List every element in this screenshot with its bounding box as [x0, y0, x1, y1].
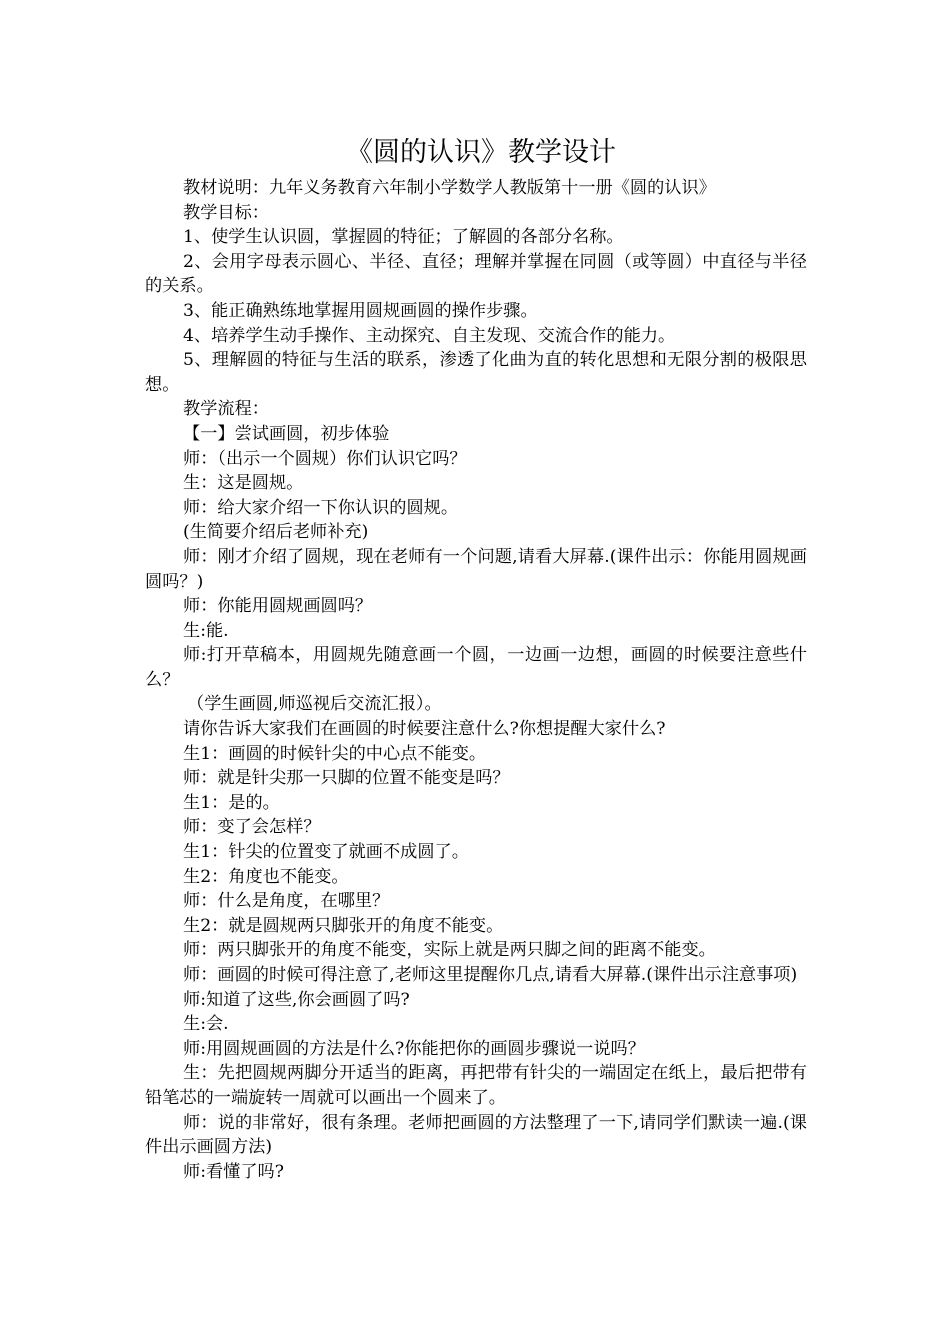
paragraph: 生:会.: [183, 1014, 229, 1035]
paragraph: 师:打开草稿本，用圆规先随意画一个圆，一边画一边想，画圆的时候要注意些什么？: [145, 645, 807, 690]
paragraph: 师：两只脚张开的角度不能变，实际上就是两只脚之间的距离不能变。: [183, 940, 716, 961]
paragraph: 生1：针尖的位置变了就画不成圆了。: [183, 842, 469, 863]
paragraph: 生2：角度也不能变。: [183, 866, 349, 887]
document-page: [145, 138, 807, 1184]
paragraph: 生：先把圆规两脚分开适当的距离，再把带有针尖的一端固定在纸上，最后把带有铅笔芯的一端旋转一周就可以画出一个圆来了。: [145, 1063, 807, 1108]
document-title: 《圆的认识》教学设计: [346, 137, 616, 168]
paragraph: 师：画圆的时候可得注意了,老师这里提醒你几点,请看大屏幕.(课件出示注意事项): [183, 965, 798, 985]
paragraph: 生2：就是圆规两只脚张开的角度不能变。: [183, 915, 504, 936]
paragraph: 师：变了会怎样？: [183, 817, 321, 838]
paragraph: 师：（出示一个圆规）你们认识它吗？: [183, 448, 467, 469]
paragraph: (生简要介绍后老师补充): [183, 522, 369, 543]
paragraph: 生1：是的。: [183, 792, 280, 813]
paragraph: 师:知道了这些,你会画圆了吗?: [183, 989, 410, 1010]
paragraph: 【一】尝试画圆，初步体验: [183, 423, 390, 444]
paragraph: 请你告诉大家我们在画圆的时候要注意什么?你想提醒大家什么?: [183, 719, 666, 740]
paragraph: 5、理解圆的特征与生活的联系，渗透了化曲为直的转化思想和无限分割的极限思想。: [145, 350, 807, 395]
paragraph: 师:用圆规画圆的方法是什么?你能把你的画圆步骤说一说吗？: [183, 1038, 645, 1059]
paragraph: 教学流程：: [183, 399, 269, 420]
paragraph: 生:能.: [183, 620, 229, 641]
paragraph: 师：给大家介绍一下你认识的圆规。: [183, 497, 459, 518]
paragraph: 师：就是针尖那一只脚的位置不能变是吗？: [183, 768, 510, 789]
paragraph: 教学目标：: [183, 202, 269, 223]
paragraph: 师：刚才介绍了圆规，现在老师有一个问题,请看大屏幕.(课件出示：你能用圆规画圆吗？): [145, 546, 807, 592]
paragraph: 师：你能用圆规画圆吗？: [183, 596, 373, 617]
paragraph: 4、培养学生动手操作、主动探究、自主发现、交流合作的能力。: [183, 325, 676, 346]
paragraph: （学生画圆,师巡视后交流汇报）。: [187, 694, 442, 715]
paragraph: 师:看懂了吗?: [183, 1161, 284, 1182]
paragraph: 师：什么是角度，在哪里？: [183, 891, 390, 912]
paragraph: 3、能正确熟练地掌握用圆规画圆的操作步骤。: [183, 300, 538, 321]
paragraph: 生1：画圆的时候针尖的中心点不能变。: [183, 743, 487, 764]
paragraph: 师：说的非常好，很有条理。老师把画圆的方法整理了一下,请同学们默读一遍.(课件出示画圆方法): [145, 1112, 807, 1158]
paragraph: 2、会用字母表示圆心、半径、直径；理解并掌握在同圆（或等圆）中直径与半径的关系。: [145, 251, 807, 297]
document-body: [145, 176, 807, 1184]
paragraph: 教材说明：九年义务教育六年制小学数学人教版第十一册《圆的认识》: [183, 178, 716, 198]
paragraph: 1、使学生认识圆，掌握圆的特征；了解圆的各部分名称。: [183, 227, 624, 248]
paragraph: 生：这是圆规。: [183, 473, 304, 494]
